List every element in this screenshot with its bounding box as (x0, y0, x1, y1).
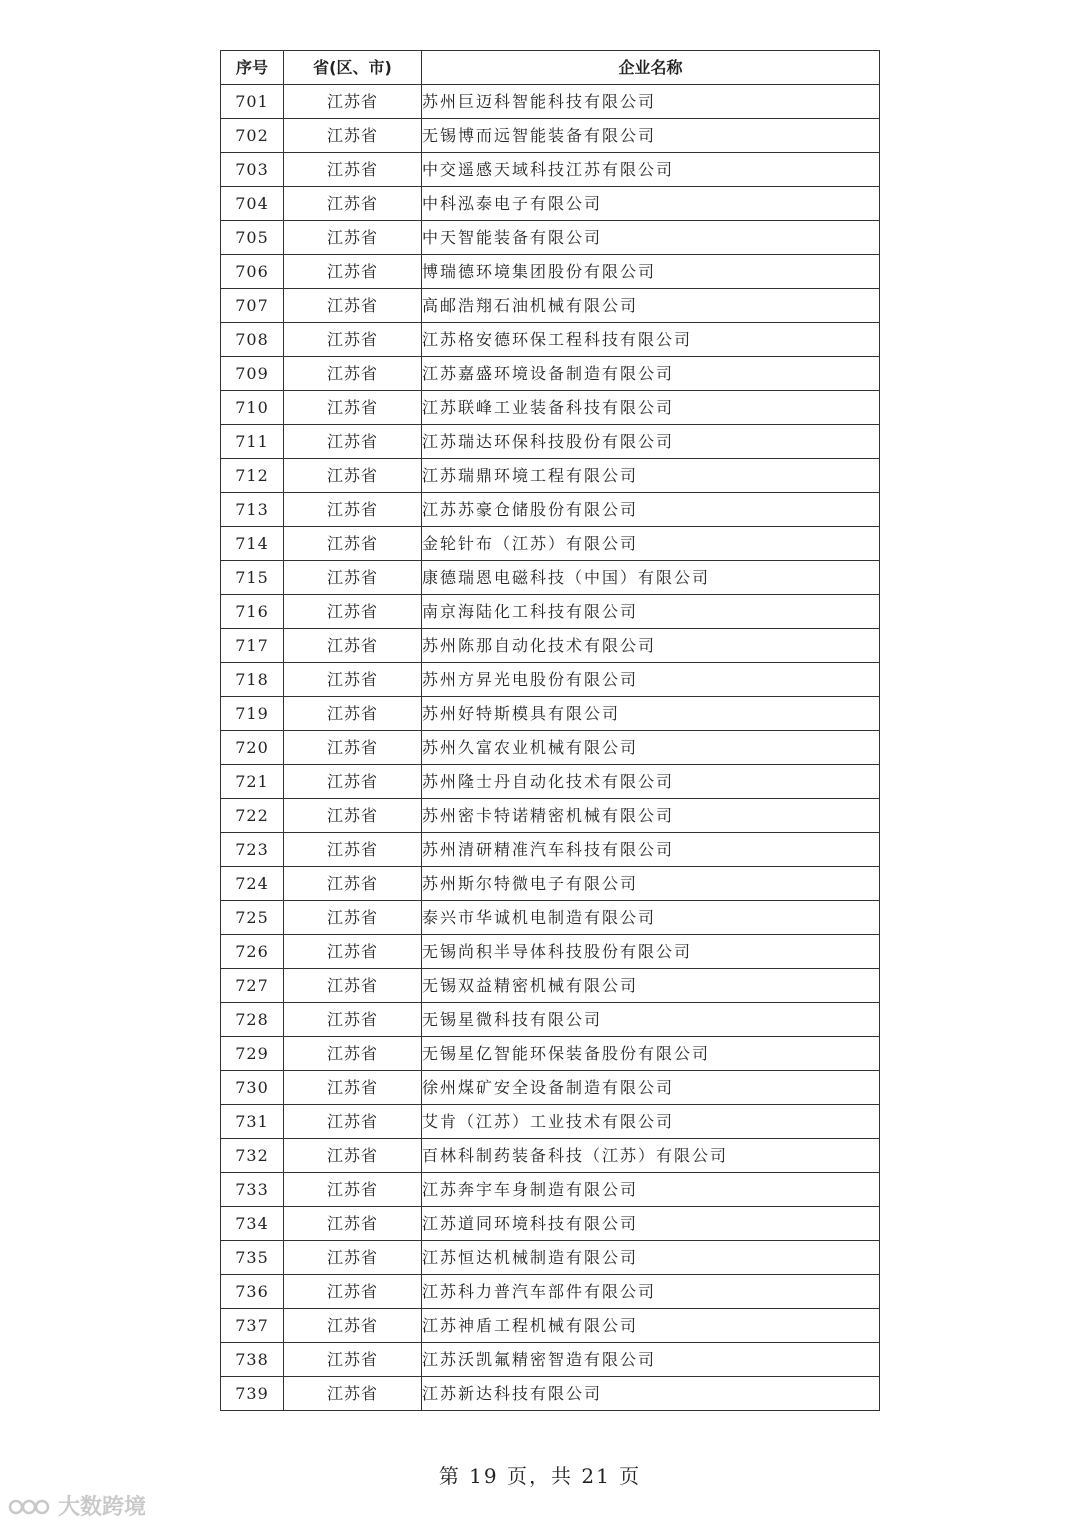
row-number: 702 (221, 119, 284, 153)
row-company-name: 无锡双益精密机械有限公司 (422, 969, 880, 1003)
table-row (221, 425, 880, 459)
row-number: 725 (221, 901, 284, 935)
table-header-row (221, 51, 880, 85)
row-number: 724 (221, 867, 284, 901)
row-company-name: 无锡星亿智能环保装备股份有限公司 (422, 1037, 880, 1071)
table-row (221, 493, 880, 527)
row-province: 江苏省 (284, 969, 422, 1003)
table-row (221, 901, 880, 935)
row-company-name: 南京海陆化工科技有限公司 (422, 595, 880, 629)
row-number: 714 (221, 527, 284, 561)
row-company-name: 徐州煤矿安全设备制造有限公司 (422, 1071, 880, 1105)
row-company-name: 江苏恒达机械制造有限公司 (422, 1241, 880, 1275)
row-number: 721 (221, 765, 284, 799)
row-number: 723 (221, 833, 284, 867)
table-row (221, 799, 880, 833)
row-company-name: 中天智能装备有限公司 (422, 221, 880, 255)
watermark-text: 大数跨境 (58, 1495, 147, 1520)
row-company-name: 无锡星微科技有限公司 (422, 1003, 880, 1037)
table-row (221, 391, 880, 425)
row-province: 江苏省 (284, 425, 422, 459)
row-province: 江苏省 (284, 799, 422, 833)
row-province: 江苏省 (284, 1071, 422, 1105)
row-number: 703 (221, 153, 284, 187)
header-province: 省(区、市) (284, 51, 422, 85)
table-row (221, 1275, 880, 1309)
row-company-name: 江苏嘉盛环境设备制造有限公司 (422, 357, 880, 391)
row-company-name: 江苏新达科技有限公司 (422, 1377, 880, 1411)
row-province: 江苏省 (284, 1207, 422, 1241)
row-company-name: 百林科制药装备科技（江苏）有限公司 (422, 1139, 880, 1173)
row-number: 729 (221, 1037, 284, 1071)
table-row (221, 221, 880, 255)
row-company-name: 苏州久富农业机械有限公司 (422, 731, 880, 765)
row-number: 734 (221, 1207, 284, 1241)
table-row (221, 1037, 880, 1071)
row-province: 江苏省 (284, 493, 422, 527)
row-company-name: 江苏联峰工业装备科技有限公司 (422, 391, 880, 425)
row-company-name: 江苏瑞达环保科技股份有限公司 (422, 425, 880, 459)
table-row (221, 663, 880, 697)
row-province: 江苏省 (284, 1275, 422, 1309)
row-number: 732 (221, 1139, 284, 1173)
row-company-name: 中科泓泰电子有限公司 (422, 187, 880, 221)
row-province: 江苏省 (284, 1343, 422, 1377)
row-number: 737 (221, 1309, 284, 1343)
row-province: 江苏省 (284, 85, 422, 119)
row-number: 708 (221, 323, 284, 357)
table-row (221, 1343, 880, 1377)
row-province: 江苏省 (284, 629, 422, 663)
table-row (221, 731, 880, 765)
row-number: 733 (221, 1173, 284, 1207)
row-company-name: 康德瑞恩电磁科技（中国）有限公司 (422, 561, 880, 595)
table-row (221, 867, 880, 901)
row-number: 718 (221, 663, 284, 697)
row-province: 江苏省 (284, 357, 422, 391)
row-number: 712 (221, 459, 284, 493)
row-province: 江苏省 (284, 255, 422, 289)
row-number: 706 (221, 255, 284, 289)
company-table (220, 50, 880, 1411)
row-province: 江苏省 (284, 289, 422, 323)
row-number: 710 (221, 391, 284, 425)
table-row (221, 527, 880, 561)
row-company-name: 无锡尚积半导体科技股份有限公司 (422, 935, 880, 969)
row-province: 江苏省 (284, 901, 422, 935)
row-province: 江苏省 (284, 119, 422, 153)
row-company-name: 艾肯（江苏）工业技术有限公司 (422, 1105, 880, 1139)
row-company-name: 苏州斯尔特微电子有限公司 (422, 867, 880, 901)
row-company-name: 江苏奔宇车身制造有限公司 (422, 1173, 880, 1207)
row-number: 730 (221, 1071, 284, 1105)
table-row (221, 697, 880, 731)
row-number: 707 (221, 289, 284, 323)
row-number: 709 (221, 357, 284, 391)
row-province: 江苏省 (284, 1003, 422, 1037)
table-row (221, 1377, 880, 1411)
row-number: 705 (221, 221, 284, 255)
table-row (221, 1173, 880, 1207)
table-row (221, 255, 880, 289)
table-row (221, 1309, 880, 1343)
row-company-name: 江苏神盾工程机械有限公司 (422, 1309, 880, 1343)
row-province: 江苏省 (284, 323, 422, 357)
row-number: 739 (221, 1377, 284, 1411)
row-number: 722 (221, 799, 284, 833)
row-province: 江苏省 (284, 1139, 422, 1173)
page-footer: 第 19 页，共 21 页 (438, 1464, 642, 1488)
row-province: 江苏省 (284, 867, 422, 901)
row-company-name: 苏州隆士丹自动化技术有限公司 (422, 765, 880, 799)
row-company-name: 江苏沃凯氟精密智造有限公司 (422, 1343, 880, 1377)
row-company-name: 苏州密卡特诺精密机械有限公司 (422, 799, 880, 833)
row-company-name: 苏州好特斯模具有限公司 (422, 697, 880, 731)
table-row (221, 85, 880, 119)
row-province: 江苏省 (284, 187, 422, 221)
table-row (221, 1003, 880, 1037)
row-company-name: 无锡博而远智能装备有限公司 (422, 119, 880, 153)
table-row (221, 969, 880, 1003)
row-number: 728 (221, 1003, 284, 1037)
row-number: 716 (221, 595, 284, 629)
row-number: 731 (221, 1105, 284, 1139)
table-row (221, 833, 880, 867)
row-number: 738 (221, 1343, 284, 1377)
row-province: 江苏省 (284, 765, 422, 799)
row-province: 江苏省 (284, 1105, 422, 1139)
row-province: 江苏省 (284, 731, 422, 765)
table-row (221, 289, 880, 323)
row-company-name: 高邮浩翔石油机械有限公司 (422, 289, 880, 323)
row-province: 江苏省 (284, 527, 422, 561)
row-number: 736 (221, 1275, 284, 1309)
header-seq: 序号 (221, 51, 284, 85)
row-province: 江苏省 (284, 1377, 422, 1411)
row-number: 717 (221, 629, 284, 663)
row-province: 江苏省 (284, 221, 422, 255)
watermark (8, 1490, 146, 1521)
table-row (221, 629, 880, 663)
table-row (221, 1139, 880, 1173)
table-row (221, 153, 880, 187)
row-company-name: 苏州巨迈科智能科技有限公司 (422, 85, 880, 119)
row-province: 江苏省 (284, 935, 422, 969)
row-province: 江苏省 (284, 391, 422, 425)
row-number: 720 (221, 731, 284, 765)
table-row (221, 459, 880, 493)
row-company-name: 苏州方昇光电股份有限公司 (422, 663, 880, 697)
row-province: 江苏省 (284, 459, 422, 493)
row-number: 704 (221, 187, 284, 221)
table-body (221, 85, 880, 1411)
table-row (221, 187, 880, 221)
table-row (221, 1207, 880, 1241)
table-row (221, 765, 880, 799)
row-number: 726 (221, 935, 284, 969)
row-company-name: 江苏道同环境科技有限公司 (422, 1207, 880, 1241)
row-company-name: 江苏苏豪仓储股份有限公司 (422, 493, 880, 527)
table-row (221, 1105, 880, 1139)
table-row (221, 935, 880, 969)
row-number: 715 (221, 561, 284, 595)
row-province: 江苏省 (284, 1173, 422, 1207)
row-province: 江苏省 (284, 1037, 422, 1071)
row-company-name: 苏州清研精准汽车科技有限公司 (422, 833, 880, 867)
header-company: 企业名称 (422, 51, 880, 85)
row-province: 江苏省 (284, 697, 422, 731)
row-company-name: 金轮针布（江苏）有限公司 (422, 527, 880, 561)
row-number: 711 (221, 425, 284, 459)
table-row (221, 561, 880, 595)
row-number: 713 (221, 493, 284, 527)
row-company-name: 中交遥感天域科技江苏有限公司 (422, 153, 880, 187)
row-number: 719 (221, 697, 284, 731)
table-row (221, 1241, 880, 1275)
row-province: 江苏省 (284, 833, 422, 867)
brand-logo-icon (8, 1493, 52, 1519)
row-number: 701 (221, 85, 284, 119)
row-company-name: 博瑞德环境集团股份有限公司 (422, 255, 880, 289)
row-company-name: 江苏科力普汽车部件有限公司 (422, 1275, 880, 1309)
row-province: 江苏省 (284, 663, 422, 697)
table-row (221, 1071, 880, 1105)
row-province: 江苏省 (284, 1241, 422, 1275)
row-company-name: 江苏格安德环保工程科技有限公司 (422, 323, 880, 357)
table-row (221, 595, 880, 629)
row-company-name: 泰兴市华诚机电制造有限公司 (422, 901, 880, 935)
table-row (221, 323, 880, 357)
row-number: 735 (221, 1241, 284, 1275)
row-number: 727 (221, 969, 284, 1003)
row-province: 江苏省 (284, 561, 422, 595)
row-company-name: 江苏瑞鼎环境工程有限公司 (422, 459, 880, 493)
table-row (221, 119, 880, 153)
row-province: 江苏省 (284, 153, 422, 187)
row-province: 江苏省 (284, 1309, 422, 1343)
table-row (221, 357, 880, 391)
row-province: 江苏省 (284, 595, 422, 629)
row-company-name: 苏州陈那自动化技术有限公司 (422, 629, 880, 663)
